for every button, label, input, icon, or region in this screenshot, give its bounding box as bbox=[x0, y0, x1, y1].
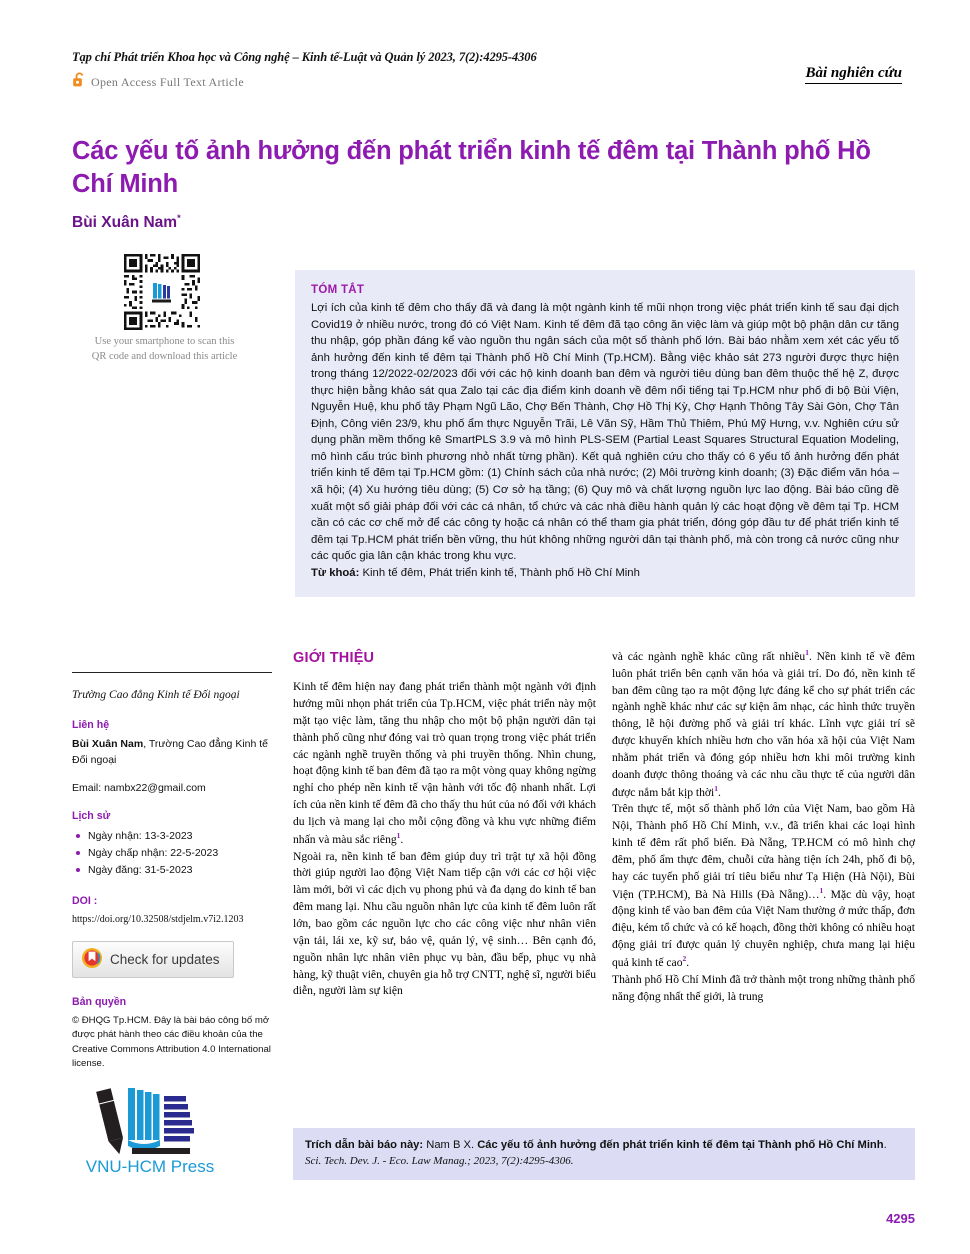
citation-author: Nam B X. bbox=[426, 1139, 475, 1151]
check-for-updates-label: Check for updates bbox=[110, 951, 220, 967]
abstract-box bbox=[295, 270, 915, 597]
author-name bbox=[72, 213, 181, 232]
contact-name: Bùi Xuân Nam bbox=[72, 738, 144, 751]
citation-title: Các yếu tố ảnh hưởng đến phát triển kinh tế đêm tại Thành phố Hồ Chí Minh bbox=[477, 1139, 884, 1151]
keywords-text: Kinh tế đêm, Phát triển kinh tế, Thành phố Hồ Chí Minh bbox=[362, 566, 640, 579]
page-number: 4295 bbox=[886, 1211, 915, 1226]
qr-caption-line2: QR code and download this article bbox=[91, 351, 238, 363]
affiliation: Trường Cao đẳng Kinh tế Đối ngoại bbox=[72, 689, 240, 701]
reference-marker[interactable]: 1 bbox=[805, 648, 809, 657]
contact-info bbox=[72, 737, 272, 768]
paragraph: Thành phố Hồ Chí Minh đã trở thành một trong những thành phố năng động nhất thế giới, là trung bbox=[612, 972, 915, 1003]
abstract-paragraph: Lợi ích của kinh tế đêm cho thấy đã và đang là một ngành kinh tế mũi nhọn trong việc phát triển kinh tế sau đại dịch Covid19 ở nhiều nước, trong đó có Việt Nam. Kinh tế đêm đã tạo công ăn việc làm và giúp một bộ phận dân cư tăng thu nhập, góp phần đáng kể vào nguồn thu ngân sách của một số thành phố lớn. Bài báo nhằm xem xét các yếu tố ảnh hưởng đến kinh tế đêm tại Thành phố Hồ Chí Minh (Tp.HCM). Bằng việc khảo sát 273 người được thực hiện trong tháng 12/2022-02/2023 đối với các hộ kinh doanh ban đêm và người tiêu dùng ban đêm thuộc thế hệ Z, được thực hiện bằng khảo sát qua Zalo tại các địa điểm kinh doanh về đêm nổi tiếng tại Tp.HCM như phố đi bộ Bùi Viện, Nguyễn Huệ, khu phố tây Phạm Ngũ Lão, Chợ Bến Thành, Chợ Hồ Thị Kỳ, Chợ Hạnh Thông Tây Sài Gòn, Chợ Tân Định, Công viên 23/9, khu phố ẩm thực Nguyễn Trãi, Lê Văn Sỹ, Hầm Thủ Thiêm, Phú Mỹ Hưng, v.v. Nghiên cứu sử dụng phần mềm thống kê SmartPLS 3.9 và mô hình PLS-SEM (Partial Least Squares Structural Equation Modeling, mô hình cấu trúc bình phương nhỏ nhất từng phần). Kết quả nghiên cứu cho thấy có 6 yếu tố ảnh hưởng đến phát triển kinh tế đêm tại Tp.HCM gồm: (1) Chính sách của nhà nước; (2) Môi trường kinh doanh; (3) Đặc điểm văn hóa – xã hội; (4) Xu hướng tiêu dùng; (5) Cơ sở hạ tầng; (6) Quy mô và chất lượng nguồn lực lao động. Bài báo cũng đề xuất một số giải pháp đối với các cá nhân, tổ chức và các nhà điều hành quản lý các hoạt động về đêm tại Tp. HCM cần có các cơ chế mở để các công ty hoặc cá nhân có thể tham gia phát triển, đóng góp đầu tư để phát triển kinh tế đêm tại Tp.HCM phát triển bền vững, thu hút không những người dân tại thành phố, mà còn trong cả nước cũng như các quốc gia lân cận khác trong khu vực. bbox=[311, 302, 899, 563]
contact-heading: Liên hệ bbox=[72, 719, 110, 732]
reference-marker[interactable]: 1 bbox=[714, 783, 719, 793]
journal-running-title: Tạp chí Phát triển Khoa học và Công nghệ – Kinh tế-Luật và Quản lý 2023, 7(2):4295-4306 bbox=[72, 50, 537, 64]
paragraph-text-cont: . Mặc dù vậy, hoạt động kinh tế vào ban đêm của Việt Nam thường ở mức thấp, đơn điệu, kém tổ chức và có kế hoạch, đồng thời không có nhiều hoạt động giải trí được quản lý chuyên nghiệp, chưa mang lại hiệu quả kinh tế cao bbox=[612, 887, 915, 969]
sidebar bbox=[72, 672, 272, 1181]
history-heading: Lịch sử bbox=[72, 809, 111, 822]
citation-journal: Sci. Tech. Dev. J. - Eco. Law Manag.; 2023, 7(2):4295-4306. bbox=[305, 1155, 574, 1168]
doi-link[interactable]: https://doi.org/10.32508/stdjelm.v7i2.1203 bbox=[72, 913, 244, 925]
article-type-label: Bài nghiên cứu bbox=[805, 65, 902, 84]
running-head bbox=[72, 50, 902, 93]
article-type-badge bbox=[805, 64, 902, 82]
qr-code[interactable] bbox=[124, 254, 200, 330]
press-logo-text: VNU-HCM Press bbox=[85, 1157, 215, 1176]
keywords-label: Từ khoá: bbox=[311, 566, 360, 579]
contact-email[interactable]: Email: nambx22@gmail.com bbox=[72, 782, 206, 795]
body-column-left bbox=[293, 648, 596, 1000]
paragraph: và các ngành nghề khác cũng rất nhiều$^1$. Nền kinh tế về đêm luôn phát triển bên cạnh văn hóa và giải trí. Do đó, nền kinh tế ban đêm cũng tạo ra một động lực đáng kể cho sự phát triển các ngành nghề khác như các sự kiện âm nhạc, các hình thức truyền thông, lễ hội đường phố và giải trí khác. Lĩnh vực giải trí sẽ được khuyến khích nhiều hơn cho văn hóa xã hội của Việt Nam nhằm phát triển và đóng góp nhiều hơn khi môi trường kinh doanh được thông thoáng và các nhu cầu thực tế của người dân được nắm bắt kịp thời$^1$. bbox=[612, 648, 916, 799]
section-heading-introduction: GIỚI THIỆU bbox=[293, 650, 375, 666]
corresponding-author-mark: * bbox=[177, 213, 181, 223]
qr-caption-line1: Use your smartphone to scan this bbox=[94, 336, 235, 347]
paragraph: Kinh tế đêm hiện nay đang phát triển thành một ngành với định hướng mũi nhọn phát triển của Tp.HCM, việc phát triển này một mặt tạo việc làm, tăng thu nhập cho một bộ phận người dân tại thành phố cũng như đóng vai trò quan trọng trong việc phát triển các ngành nghề truyền thống và phi truyền thống. Nhìn chung, hoạt động kinh tế ban đêm đã tạo ra một vòng quay không ngừng nghỉ cho phép nền kinh tế vận hành với tốc độ nhanh nhất. Lợi ích của nền kinh tế đêm đã cho thấy thu hút của nó đối với khách du lịch và mang lại cho mỗi cộng đồng và khu vực những điểm nhấn và màu sắc riêng$^1$. bbox=[293, 680, 596, 846]
contact-affiliation: , Trường Cao đẳng Kinh tế Đối ngoại bbox=[72, 738, 269, 766]
reference-marker[interactable]: 1 bbox=[819, 885, 824, 895]
copyright-text: © ĐHQG Tp.HCM. Đây là bài báo công bố mở được phát hành theo các điều khoản của the Creative Commons Attribution 4.0 International license. bbox=[72, 1014, 271, 1070]
paragraph-text: Kinh tế đêm hiện nay đang phát triển thành một ngành với định hướng mũi nhọn phát triển của Tp.HCM, việc phát triển này một mặt tạo việc làm, tăng thu nhập cho một bộ phận người dân tại thành phố cũng như đóng vai trò quan trọng trong việc phát triển các ngành nghề truyền thống và phi truyền thống. Nhìn chung, hoạt động kinh tế ban đêm đã tạo ra một vòng quay không ngừng nghỉ cho phép nền kinh tế vận hành với tốc độ nhanh nhất. Lợi ích của nền kinh tế đêm đã cho thấy thu hút của nó đối với khách du lịch và mang lại cho mỗi cộng đồng và khu vực những điểm nhấn và màu sắc riêng bbox=[293, 680, 596, 846]
crossmark-icon bbox=[81, 947, 103, 972]
list-item: Ngày chấp nhận: 22-5-2023 bbox=[76, 845, 272, 862]
paragraph-text: và các ngành nghề khác cũng rất nhiều bbox=[612, 649, 806, 663]
citation-box: Trích dẫn bài báo này: Nam B X. Các yếu tố ảnh hưởng đến phát triển kinh tế đêm tại Thành phố Hồ Chí Minh. Sci. Tech. Dev. J. - Eco. Law Manag.; 2023, 7(2):4295-4306. bbox=[293, 1128, 915, 1180]
paragraph-text-cont: . Nền kinh tế về đêm luôn phát triển bên cạnh văn hóa và giải trí. Do đó, nền kinh tế ban đêm cũng tạo ra một động lực đáng kể cho sự phát triển các ngành nghề khác như các sự kiện âm nhạc, các hình thức truyền thông, lễ hội đường phố và giải trí khác. Lĩnh vực giải trí sẽ được khuyến khích nhiều hơn cho văn hóa xã hội của Việt Nam nhằm phát triển và đóng góp nhiều hơn khi môi trường kinh doanh được thông thoáng và các nhu cầu thực tế của người dân được nắm bắt kịp thời bbox=[612, 649, 916, 799]
sidebar-divider bbox=[72, 672, 272, 673]
paragraph: Trên thực tế, một số thành phố lớn của Việt Nam, bao gồm Hà Nội, Thành phố Hồ Chí Minh, v.v., đã triển khai các loại hình kinh tế đêm rất phổ biến. Đà Nẵng, TP.HCM có mô hình chợ đêm, phố ẩm thực đêm, chuỗi cửa hàng tiện ích 24h, phố đi bộ, hay các tuyến phố giải trí tiêu biểu như Tạ Hiện (Hà Nội), Bùi Viện (TP.HCM), Bà Nà Hills (Đà Nẵng)…$^1$. Mặc dù vậy, hoạt động kinh tế vào ban đêm của Việt Nam thường ở mức thấp, đơn điệu, kém tổ chức và có kế hoạch, đồng thời không có nhiều hoạt động giải trí được quản lý chuyên nghiệp, chưa mang lại hiệu quả kinh tế cao$^2$. bbox=[612, 802, 915, 969]
paragraph: Ngoài ra, nền kinh tế ban đêm giúp duy trì trật tự xã hội đồng thời giúp người lao động Việt Nam tiếp cận với các cơ hội việc làm mới, bởi vì các dịch vụ phong phú và đa dạng do kinh tế ban đêm mang lại. Nhu cầu nguồn nhân lực của kinh tế đêm luôn rất lớn, bao gồm các nguồn lực cho các công việc như nhân viên vận tải, lái xe, kỹ sư, bảo vệ, quản lý, vệ sinh… Bên cạnh đó, nguồn nhân lực nhân viên phục vụ bàn, đầu bếp, phục vụ nhà hàng, kỹ thuật viên, chuyên gia hỗ trợ CNTT, nghệ sĩ, người biểu diễn, người làm sự kiện bbox=[293, 849, 596, 998]
copyright-heading: Bản quyền bbox=[72, 995, 127, 1008]
reference-marker[interactable]: 2 bbox=[682, 954, 687, 964]
body-column-right bbox=[612, 648, 915, 1005]
open-access-label: Open Access Full Text Article bbox=[91, 74, 244, 89]
citation-label: Trích dẫn bài báo này: bbox=[305, 1139, 424, 1151]
paragraph-text: Trên thực tế, một số thành phố lớn của Việt Nam, bao gồm Hà Nội, Thành phố Hồ Chí Minh, v.v., đã triển khai các loại hình kinh tế đêm rất phổ biến. Đà Nẵng, TP.HCM có mô hình chợ đêm, phố ẩm thực đêm, chuỗi cửa hàng tiện ích 24h, phố đi bộ, hay các tuyến phố giải trí tiêu biểu như Tạ Hiện (Hà Nội), Bùi Viện (TP.HCM), Bà Nà Hills (Đà Nẵng)… bbox=[612, 802, 915, 901]
qr-caption bbox=[62, 334, 267, 364]
reference-marker[interactable]: 1 bbox=[396, 830, 401, 840]
abstract-heading: TÓM TẮT bbox=[311, 284, 365, 296]
list-item: Ngày đăng: 31-5-2023 bbox=[76, 862, 272, 879]
open-lock-icon bbox=[72, 71, 87, 93]
author-name-text: Bùi Xuân Nam bbox=[72, 214, 178, 232]
list-item: Ngày nhận: 13-3-2023 bbox=[76, 828, 272, 845]
check-for-updates-button[interactable] bbox=[72, 941, 234, 978]
page-title: Các yếu tố ảnh hưởng đến phát triển kinh tế đêm tại Thành phố Hồ Chí Minh bbox=[72, 137, 871, 198]
open-access-line bbox=[72, 71, 902, 93]
doi-heading: DOI : bbox=[72, 894, 98, 907]
abstract-text bbox=[311, 300, 899, 581]
vnu-hcm-press-logo bbox=[80, 1086, 272, 1181]
history-list bbox=[72, 828, 272, 879]
